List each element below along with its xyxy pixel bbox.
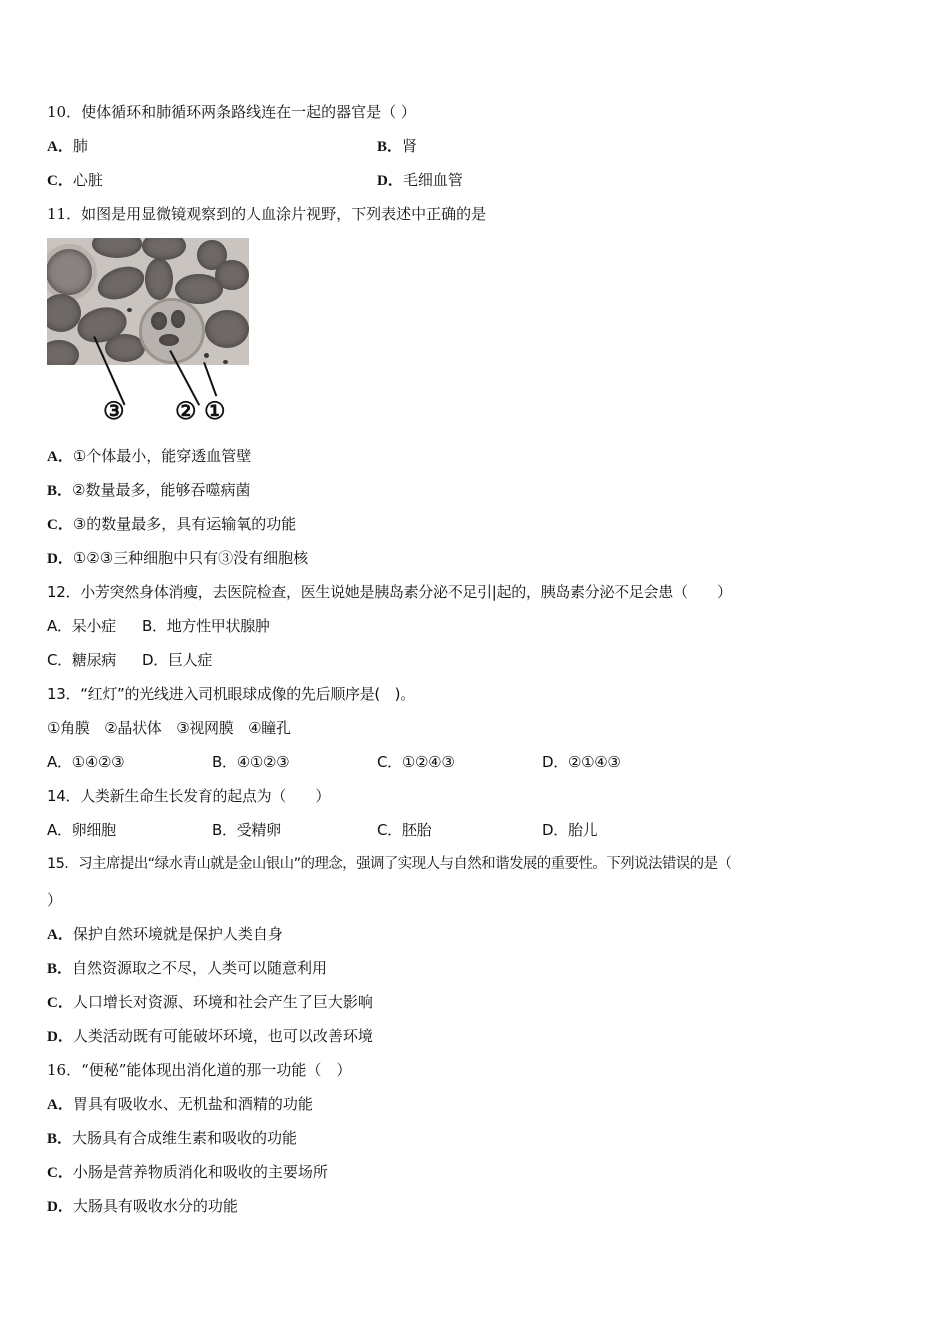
option-d: D．毛细血管 <box>377 171 463 189</box>
red-blood-cell-icon <box>145 258 173 300</box>
red-blood-cell-icon <box>47 340 79 365</box>
option-a: A．①④②③ <box>47 753 125 771</box>
leader-line-1 <box>203 362 217 397</box>
option-d: D．①②③三种细胞中只有③没有细胞核 <box>47 549 309 567</box>
option-c: C．人口增长对资源、环境和社会产生了巨大影响 <box>47 993 373 1011</box>
question-number: 15． <box>47 856 79 872</box>
question-13-sub: ①角膜 ②晶状体 ③视网膜 ④瞳孔 <box>47 719 291 737</box>
question-13-stem: 13．“红灯”的光线进入司机眼球成像的先后顺序是( )。 <box>47 685 415 703</box>
platelet-icon <box>127 308 132 312</box>
option-a: A．①个体最小，能穿透血管壁 <box>47 447 252 465</box>
option-c: C．糖尿病 <box>47 651 116 669</box>
question-15-stem: 15．习主席提出“绿水青山就是金山银山”的理念，强调了实现人与自然和谐发展的重要性。下列说法错误的是（ <box>47 856 732 872</box>
micrograph-image <box>47 238 249 365</box>
option-c: C．小肠是营养物质消化和吸收的主要场所 <box>47 1163 328 1181</box>
red-blood-cell-icon <box>205 310 249 348</box>
option-a: A．卵细胞 <box>47 821 116 839</box>
option-d: D．人类活动既有可能破坏环境，也可以改善环境 <box>47 1027 373 1045</box>
option-b: B．自然资源取之不尽，人类可以随意利用 <box>47 959 328 977</box>
red-blood-cell-icon <box>142 238 186 260</box>
platelet-icon <box>223 360 228 364</box>
option-d: D．胎儿 <box>542 821 598 839</box>
option-a: A．保护自然环境就是保护人类自身 <box>47 925 283 943</box>
marker-2: ② <box>175 396 197 425</box>
option-b: B．受精卵 <box>212 821 281 839</box>
option-c: C．①②④③ <box>377 753 455 771</box>
question-number: 11． <box>47 205 82 223</box>
marker-3: ③ <box>103 396 125 425</box>
option-a: A．胃具有吸收水、无机盐和酒精的功能 <box>47 1095 313 1113</box>
question-number: 12． <box>47 583 81 601</box>
question-15-stem-cont: ） <box>47 891 62 909</box>
white-blood-cell-icon <box>47 244 97 300</box>
red-blood-cell-icon <box>47 294 81 332</box>
option-c: C．③的数量最多，具有运输氧的功能 <box>47 515 297 533</box>
question-14-stem: 14．人类新生命生长发育的起点为（ ） <box>47 787 331 805</box>
option-a: A．肺 <box>47 137 88 155</box>
nucleus-icon <box>159 334 179 346</box>
option-c: C．心脏 <box>47 171 103 189</box>
question-10-stem: 10．使体循环和肺循环两条路线连在一起的器官是（ ） <box>47 103 416 121</box>
red-blood-cell-icon <box>93 261 148 306</box>
option-b: B．肾 <box>377 137 418 155</box>
option-a: A．呆小症 <box>47 617 116 635</box>
option-b: B．大肠具有合成维生素和吸收的功能 <box>47 1129 298 1147</box>
option-d: D．②①④③ <box>542 753 621 771</box>
marker-1: ① <box>204 396 226 425</box>
option-d: D．巨人症 <box>142 651 213 669</box>
nucleus-icon <box>171 310 185 328</box>
question-number: 14． <box>47 787 81 805</box>
question-number: 16． <box>47 1061 82 1079</box>
question-number: 13． <box>47 685 81 703</box>
question-11-stem: 11．如图是用显微镜观察到的人血涂片视野，下列表述中正确的是 <box>47 205 487 223</box>
option-b: B．④①②③ <box>212 753 290 771</box>
option-d: D．大肠具有吸收水分的功能 <box>47 1197 238 1215</box>
question-number: 10． <box>47 103 82 121</box>
question-12-stem: 12．小芳突然身体消瘦，去医院检查，医生说她是胰岛素分泌不足引|起的，胰岛素分泌不足会患（ ） <box>47 583 732 601</box>
option-c: C．胚胎 <box>377 821 432 839</box>
red-blood-cell-icon <box>92 238 142 258</box>
option-b: B．②数量最多，能够吞噬病菌 <box>47 481 251 499</box>
question-16-stem: 16．“便秘”能体现出消化道的那一功能（ ） <box>47 1061 352 1079</box>
platelet-icon <box>204 353 209 358</box>
nucleus-icon <box>151 312 167 330</box>
blood-smear-figure <box>47 238 249 428</box>
option-b: B．地方性甲状腺肿 <box>142 617 270 635</box>
